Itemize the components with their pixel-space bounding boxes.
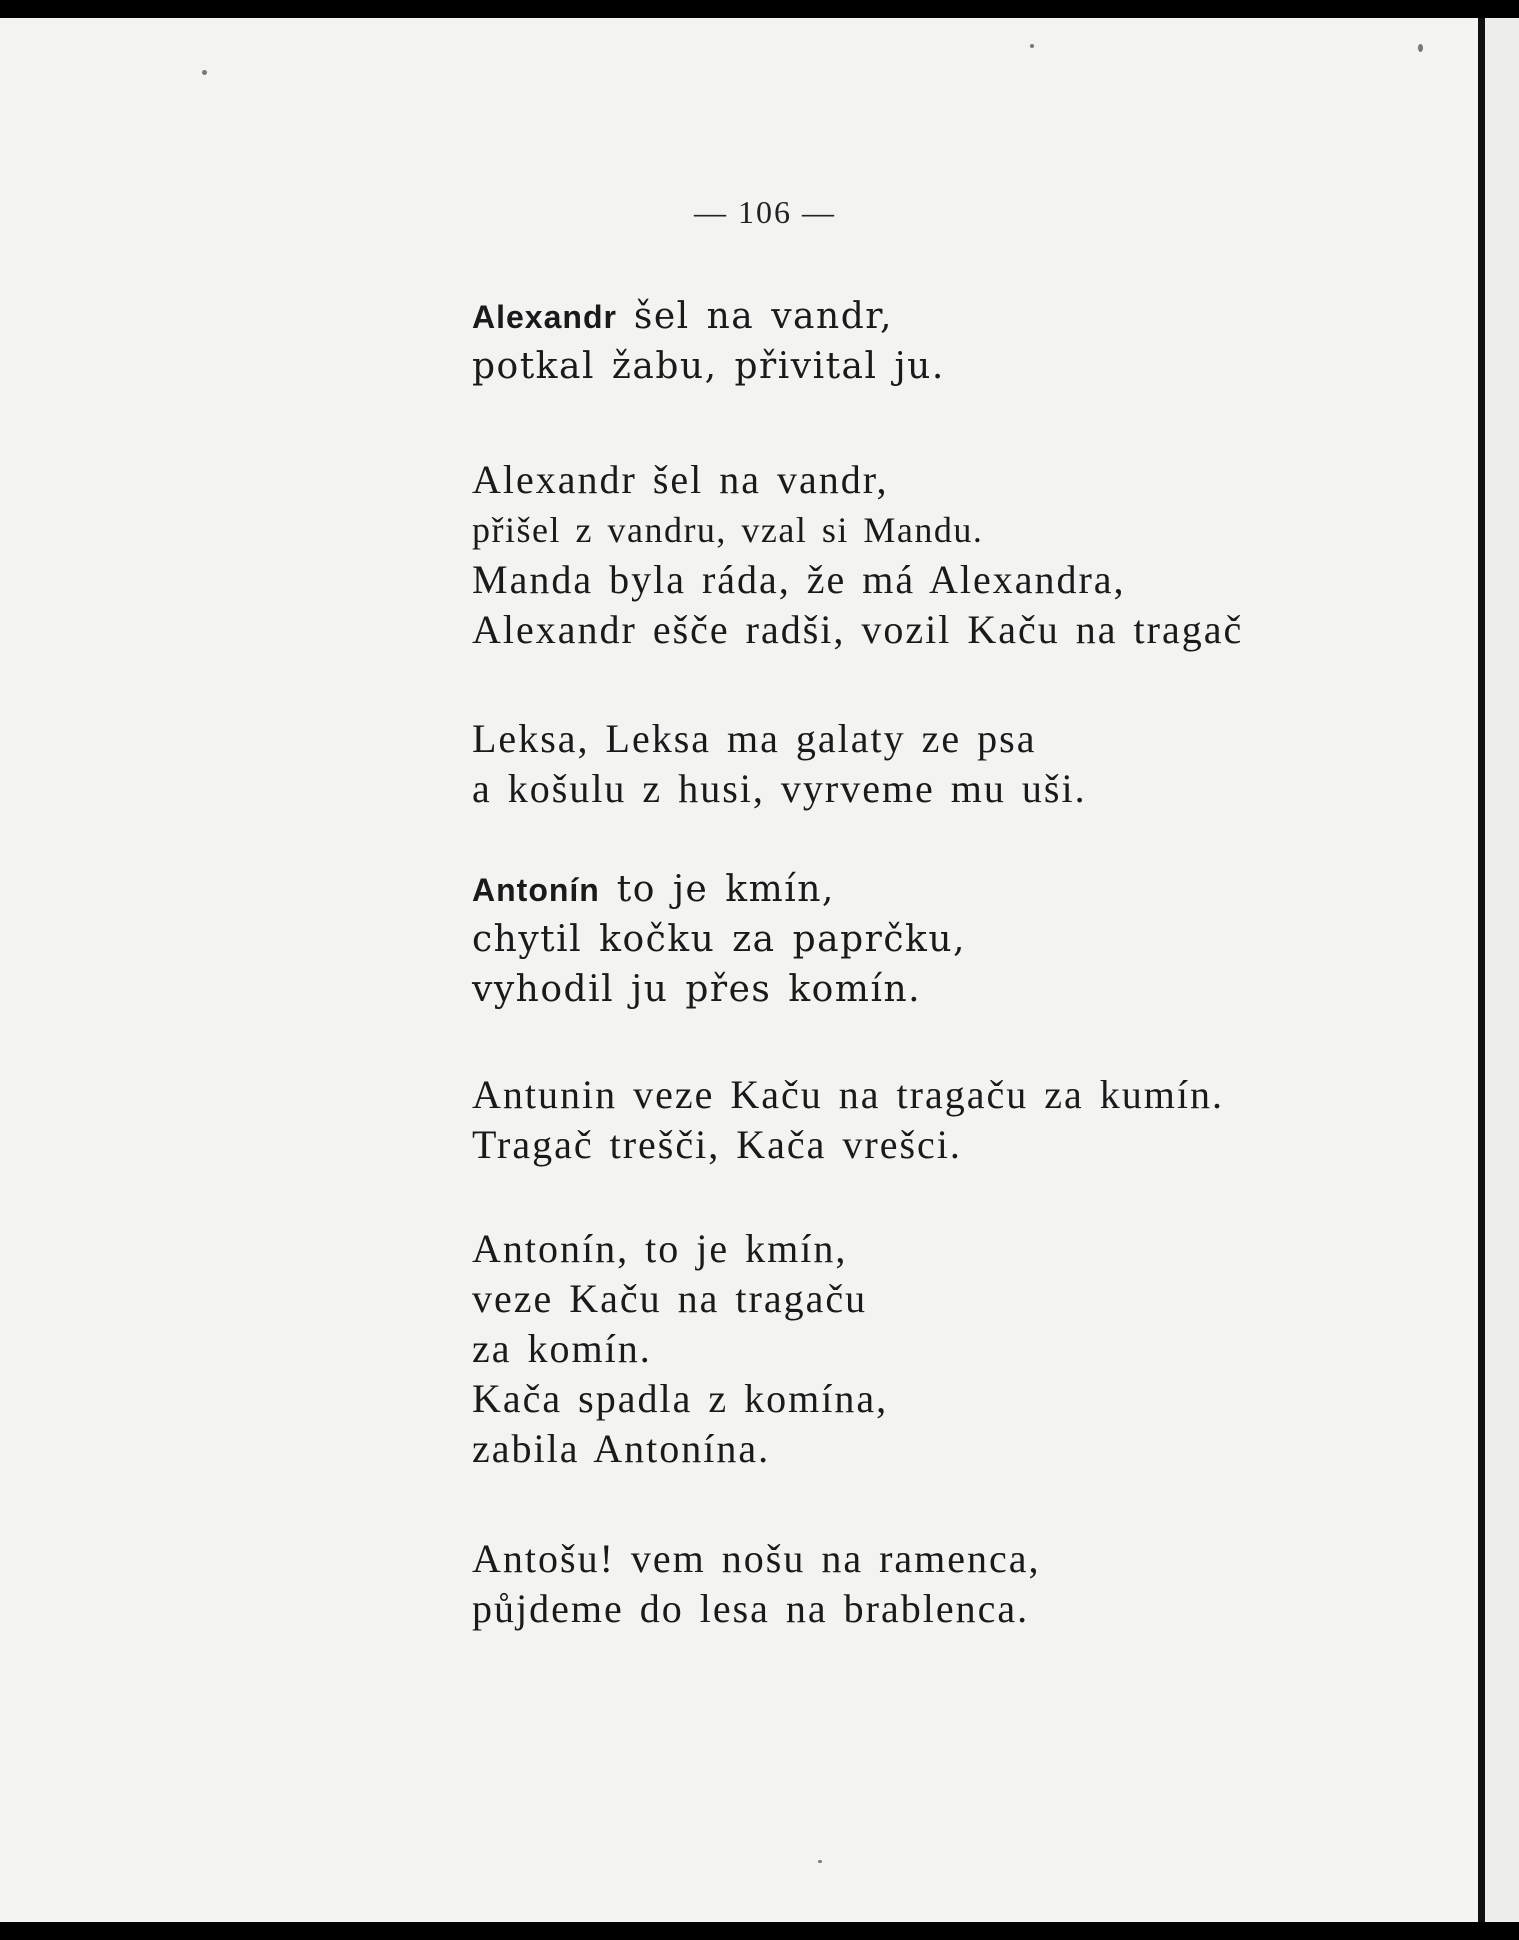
- stanza-alexandr-zaba: [472, 292, 1472, 392]
- poem-column: [472, 292, 1472, 1634]
- book-page: [0, 18, 1478, 1922]
- verse-line: za komín.: [472, 1326, 652, 1371]
- verse-line: chytil kočku za paprčku,: [472, 919, 966, 960]
- verse-line: půjdeme do lesa na brablenca.: [472, 1586, 1030, 1631]
- ink-speck: [818, 1860, 822, 1863]
- stanza-antunin-tragac: [472, 1070, 1472, 1170]
- verse-line: Alexandr šel na vandr,: [472, 296, 893, 337]
- verse-line: veze Kaču na tragaču: [472, 1276, 868, 1321]
- binding-edge: [1478, 18, 1485, 1922]
- bold-name: Alexandr: [472, 299, 617, 335]
- verse-line: Antonín to je kmín,: [472, 869, 835, 910]
- ink-speck: [1030, 44, 1034, 48]
- verse-line: Kača spadla z komína,: [472, 1376, 889, 1421]
- verse-line: přišel z vandru, vzal si Mandu.: [472, 510, 984, 550]
- bold-name: Antonín: [472, 872, 600, 908]
- verse-line: potkal žabu, přivital ju.: [472, 346, 945, 387]
- verse-line: Antonín, to je kmín,: [472, 1226, 848, 1271]
- verse-line: Leksa, Leksa ma galaty ze psa: [472, 716, 1037, 761]
- verse-line: zabila Antonína.: [472, 1426, 771, 1471]
- verse-line: Antošu! vem nošu na ramenca,: [472, 1536, 1041, 1581]
- stanza-antonin-kocka: [472, 865, 1472, 1015]
- stanza-antonin-komin: [472, 1224, 1472, 1474]
- stanza-leksa: [472, 714, 1472, 814]
- page-number: — 106 —: [694, 194, 836, 230]
- verse-line: Alexandr ešče radši, vozil Kaču na tragač: [472, 607, 1244, 652]
- ink-speck: [202, 70, 207, 75]
- verse-line: Antunin veze Kaču na tragaču za kumín.: [472, 1072, 1224, 1117]
- verse-line: Tragač trešči, Kača vrešci.: [472, 1122, 962, 1167]
- verse-line: a košulu z husi, vyrveme mu uši.: [472, 766, 1087, 811]
- stanza-antosu: [472, 1534, 1472, 1634]
- stanza-alexandr-manda: [472, 455, 1472, 655]
- verse-line: Manda byla ráda, že má Alexandra,: [472, 557, 1126, 602]
- verse-line: vyhodil ju přes komín.: [472, 969, 922, 1010]
- verse-line: Alexandr šel na vandr,: [472, 457, 889, 502]
- ink-speck: [1418, 44, 1423, 52]
